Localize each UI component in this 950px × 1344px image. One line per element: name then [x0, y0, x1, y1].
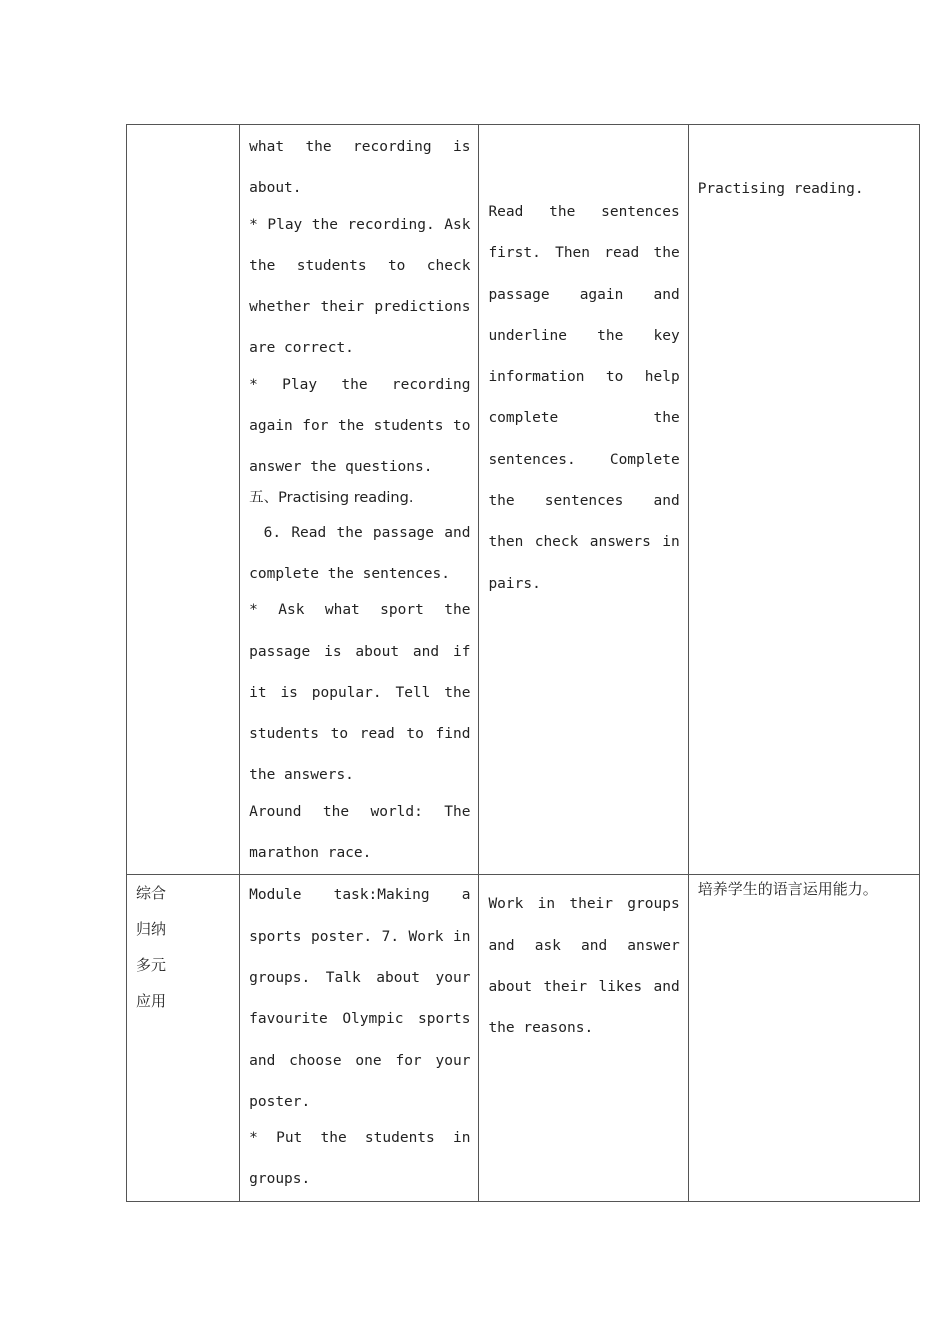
- goal-cell: [688, 125, 919, 875]
- student-activity-cell: [479, 125, 688, 875]
- teacher-activity-cell: [240, 125, 479, 875]
- teacher-step: Module task:Making a sports poster. 7. Work in groups. Talk about your favourite Olympic sports and choose one for your poster.: [249, 887, 471, 1110]
- section-heading: 五、Practising reading.: [249, 489, 414, 506]
- stage-cell: [127, 125, 240, 875]
- goal-text: Practising reading.: [697, 181, 864, 197]
- teacher-step: * Put the students in groups.: [249, 1130, 471, 1188]
- goal-text: 培养学生的语言运用能力。: [697, 880, 878, 899]
- stage-cell: [127, 875, 240, 1201]
- teacher-step: what the recording is about.: [249, 139, 471, 197]
- student-activity-cell: [479, 875, 688, 1201]
- table-row: [127, 125, 920, 875]
- stage-label: 综合: [136, 884, 167, 903]
- teacher-activity-cell: [240, 875, 479, 1201]
- teacher-step: * Play the recording again for the students to answer the questions.: [249, 376, 471, 476]
- student-activity-text: Work in their groups and ask and answer about their likes and the reasons.: [488, 896, 680, 1037]
- teacher-step: * Ask what sport the passage is about and if it is popular. Tell the students to read to find the answers.: [249, 602, 471, 784]
- stage-label: 归纳: [136, 920, 167, 939]
- student-activity-text: Read the sentences first. Then read the passage again and underline the key information to help complete the sentences. Complete the sentences and then check answers in pairs.: [488, 204, 680, 592]
- lesson-plan-table: [126, 124, 920, 1202]
- teacher-step: * Play the recording. Ask the students to check whether their predictions are correct.: [249, 216, 471, 357]
- stage-label: 应用: [136, 992, 167, 1011]
- table-row: [127, 875, 920, 1201]
- goal-cell: [688, 875, 919, 1201]
- stage-label: 多元: [136, 956, 167, 975]
- teacher-step: 6. Read the passage and complete the sentences.: [249, 524, 471, 582]
- teacher-step: Around the world: The marathon race.: [249, 803, 471, 862]
